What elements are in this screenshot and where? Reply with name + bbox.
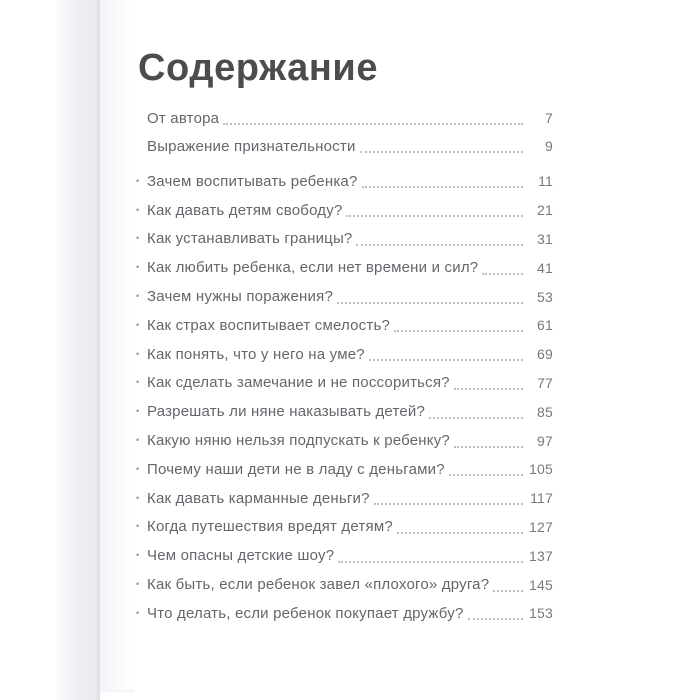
toc-entry-page: 61 [537,317,553,334]
dot-leader [468,606,523,620]
toc-entry [136,397,553,426]
dot-leader [429,405,523,419]
toc-entry-title: Как давать карманные деньги? [147,489,370,507]
dot-leader [454,434,523,448]
toc-entry [136,196,553,225]
toc-entry-page: 97 [537,432,553,449]
toc-front-matter [136,104,553,160]
toc-entry-title: Почему наши дети не в ладу с деньгами? [147,460,445,478]
bullet-icon: • [136,579,140,590]
dot-leader [482,261,523,275]
dot-leader [356,232,523,246]
toc-chapters [136,167,553,628]
toc-entry-title: Зачем воспитывать ребенка? [147,172,358,190]
toc-entry-page: 127 [529,518,553,535]
dot-leader [346,203,523,217]
toc-entry-page: 31 [537,230,553,247]
toc-entry-page: 117 [530,490,553,507]
dot-leader [223,111,523,125]
toc-entry-title: Как любить ребенка, если нет времени и сил? [147,259,479,277]
dot-leader [449,462,523,476]
bullet-icon: • [136,233,140,244]
bullet-icon: • [136,550,140,561]
toc-entry-page: 9 [545,138,553,154]
toc-entry-page: 69 [537,346,553,363]
dot-leader [493,578,523,592]
toc-entry-title: Как сделать замечание и не поссориться? [147,374,450,392]
toc-entry [136,311,553,340]
bullet-icon: • [136,492,140,503]
toc-entry-page: 85 [537,403,553,420]
bullet-icon: • [136,319,140,330]
toc-entry [136,513,553,542]
toc-entry [136,426,553,455]
page-edge-shadow [56,0,100,700]
page-edge-highlight [100,0,132,692]
bullet-icon: • [136,175,140,186]
toc-entry-title: Чем опасны детские шоу? [147,547,335,565]
toc-entry [136,455,553,484]
dot-leader [338,549,523,563]
bullet-icon: • [136,406,140,417]
bullet-icon: • [136,377,140,388]
toc-entry-page: 7 [545,110,553,126]
dot-leader [360,139,523,153]
bullet-icon: • [136,348,140,359]
toc-entry-title: Как давать детям свободу? [147,201,343,219]
table-of-contents [136,104,553,628]
toc-entry-title: Когда путешествия вредят детям? [147,518,393,536]
toc-entry [136,132,553,160]
toc-entry [136,369,553,398]
toc-entry-page: 11 [538,173,553,190]
bullet-icon: • [136,204,140,215]
toc-entry-title: От автора [147,109,220,127]
toc-entry-title: Выражение признательности [147,137,356,155]
bullet-icon: • [136,521,140,532]
toc-entry-page: 53 [537,288,553,305]
toc-entry-title: Как устанавливать границы? [147,230,353,248]
toc-entry [136,484,553,513]
dot-leader [362,174,523,188]
dot-leader [337,290,523,304]
dot-leader [394,318,523,332]
page-title: Содержание [138,47,379,90]
toc-entry-title: Зачем нужны поражения? [147,288,333,306]
toc-entry [136,282,553,311]
bullet-icon: • [136,435,140,446]
toc-entry [136,253,553,282]
toc-entry-page: 153 [529,605,553,622]
toc-entry-page: 105 [529,461,553,478]
bullet-icon: • [136,291,140,302]
toc-entry-title: Как быть, если ребенок завел «плохого» друга? [147,576,490,594]
dot-leader [454,376,523,390]
toc-entry-page: 77 [537,374,553,391]
toc-entry-title: Как понять, что у него на уме? [147,345,365,363]
toc-entry [136,541,553,570]
toc-entry-page: 21 [537,202,553,219]
bullet-icon: • [136,463,140,474]
toc-entry [136,570,553,599]
dot-leader [374,491,523,505]
toc-entry-title: Разрешать ли няне наказывать детей? [147,403,426,421]
toc-entry-page: 41 [537,259,553,276]
toc-entry-title: Какую няню нельзя подпускать к ребенку? [147,432,450,450]
toc-entry [136,599,553,628]
toc-entry-page: 145 [529,576,553,593]
dot-leader [397,520,523,534]
dot-leader [369,347,523,361]
toc-entry-title: Что делать, если ребенок покупает дружбу? [147,604,464,622]
page-bottom-edge [100,690,134,693]
toc-entry-page: 137 [529,547,553,564]
bullet-icon: • [136,607,140,618]
toc-entry [136,104,553,132]
toc-entry [136,225,553,254]
toc-entry [136,167,553,196]
toc-entry-title: Как страх воспитывает смелость? [147,316,390,334]
toc-entry [136,340,553,369]
bullet-icon: • [136,262,140,273]
